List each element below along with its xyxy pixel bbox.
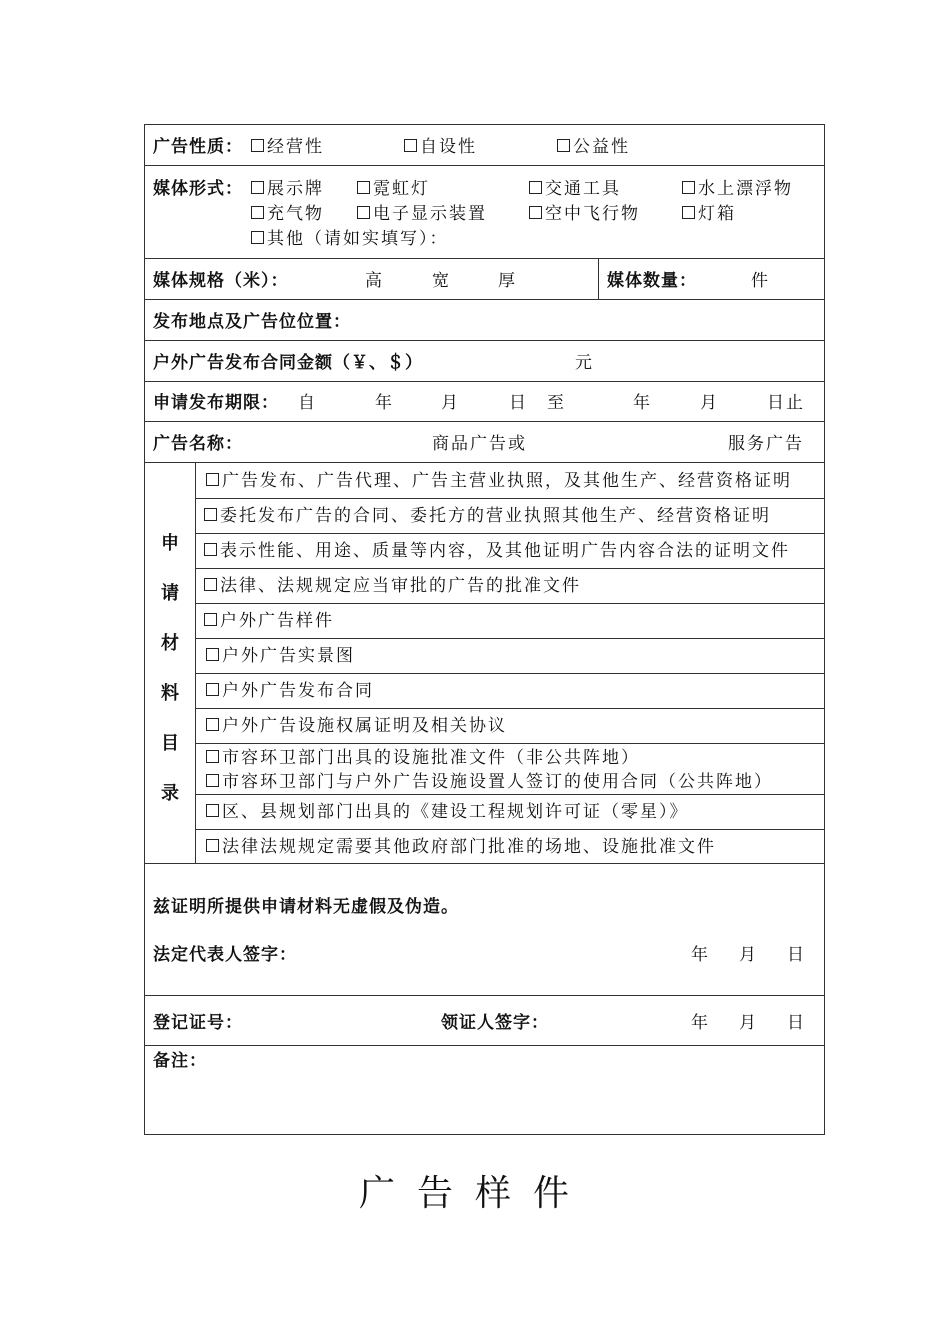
registration-day: 日 [787, 1013, 806, 1033]
checkbox-icon [206, 718, 219, 731]
media-option[interactable] [682, 204, 736, 224]
spec-thickness[interactable]: 厚 [498, 271, 517, 291]
option-label: 交通工具 [545, 179, 621, 199]
option-label: 展示牌 [267, 179, 324, 199]
option-label: 其他（请如实填写）： [267, 229, 449, 249]
remarks-row[interactable] [145, 1046, 824, 1134]
media-option[interactable] [529, 179, 621, 199]
option-label: 经营性 [267, 137, 324, 157]
contract-amount-label: 户外广告发布合同金额（￥、＄） [153, 353, 423, 373]
checkbox-icon [682, 181, 695, 194]
divider [598, 259, 599, 299]
media-option[interactable] [251, 179, 324, 199]
contract-amount-row[interactable] [145, 341, 824, 382]
page-title: 广告样件 [358, 1173, 591, 1214]
ad-name-label: 广告名称： [153, 434, 243, 454]
material-item[interactable] [196, 499, 824, 534]
period-day-end: 日止 [767, 393, 805, 413]
media-qty-label: 媒体数量： [607, 271, 697, 291]
period-label: 申请发布期限： [153, 393, 279, 413]
checkbox-icon [251, 206, 264, 219]
period-year-start: 年 [375, 393, 394, 413]
material-label: 户外广告设施权属证明及相关协议 [222, 716, 507, 736]
checkbox-icon [206, 839, 219, 852]
checkbox-icon [251, 139, 264, 152]
material-item[interactable] [196, 569, 824, 604]
declaration-statement: 兹证明所提供申请材料无虚假及伪造。 [153, 897, 459, 917]
option-label: 充气物 [267, 204, 324, 224]
material-label: 户外广告实景图 [222, 646, 355, 666]
material-item[interactable] [196, 795, 824, 830]
checkbox-icon [206, 648, 219, 661]
media-option[interactable] [357, 204, 487, 224]
checkbox-icon [529, 181, 542, 194]
material-label: 户外广告发布合同 [222, 681, 374, 701]
media-qty-unit[interactable]: 件 [751, 271, 770, 291]
registration-month: 月 [739, 1013, 758, 1033]
side-char: 录 [161, 783, 179, 804]
checkbox-icon [251, 231, 264, 244]
material-item[interactable] [196, 674, 824, 709]
media-option[interactable] [357, 179, 430, 199]
material-item-pair[interactable] [196, 744, 824, 795]
option-label: 公益性 [573, 137, 630, 157]
legal-rep-signature-label[interactable]: 法定代表人签字： [153, 945, 297, 965]
checkbox-icon [206, 683, 219, 696]
side-char: 材 [161, 633, 179, 654]
declaration-year: 年 [691, 945, 710, 965]
checkbox-icon [557, 139, 570, 152]
material-label: 户外广告样件 [220, 611, 334, 631]
period-year-end: 年 [633, 393, 652, 413]
media-form-label: 媒体形式： [153, 179, 243, 199]
option-label: 灯箱 [698, 204, 736, 224]
ad-nature-label: 广告性质： [153, 137, 243, 157]
checkbox-icon [404, 139, 417, 152]
media-spec-label: 媒体规格（米）： [153, 271, 289, 291]
registration-row [145, 996, 824, 1046]
checkbox-icon [204, 578, 217, 591]
checkbox-icon [206, 774, 219, 787]
nature-option-self[interactable] [404, 137, 477, 157]
checkbox-icon [357, 181, 370, 194]
declaration-month: 月 [739, 945, 758, 965]
registration-number-label[interactable]: 登记证号： [153, 1013, 243, 1033]
media-option[interactable] [682, 179, 793, 199]
checkbox-icon [206, 804, 219, 817]
materials-section [145, 463, 824, 864]
material-label: 广告发布、广告代理、广告主营业执照，及其他生产、经营资格证明 [222, 471, 792, 491]
contract-amount-unit: 元 [575, 353, 594, 373]
material-label: 市容环卫部门出具的设施批准文件（非公共阵地） [222, 748, 640, 768]
option-label: 空中飞行物 [545, 204, 640, 224]
material-label: 法律、法规规定应当审批的广告的批准文件 [220, 576, 581, 596]
material-item[interactable] [196, 463, 824, 499]
nature-option-public[interactable] [557, 137, 630, 157]
nature-option-commercial[interactable] [251, 137, 324, 157]
media-form-row [145, 166, 824, 259]
ad-name-service: 服务广告 [728, 434, 804, 454]
ad-nature-row [145, 125, 824, 166]
checkbox-icon [204, 508, 217, 521]
option-label: 自设性 [420, 137, 477, 157]
application-form [144, 124, 825, 1135]
remarks-label: 备注： [153, 1051, 207, 1071]
option-label: 电子显示装置 [373, 204, 487, 224]
material-item[interactable] [196, 709, 824, 744]
material-label: 区、县规划部门出具的《建设工程规划许可证（零星）》 [222, 802, 689, 822]
media-option-other[interactable] [251, 229, 449, 249]
material-label: 表示性能、用途、质量等内容，及其他证明广告内容合法的证明文件 [220, 541, 790, 561]
material-item[interactable] [196, 604, 824, 639]
checkbox-icon [357, 206, 370, 219]
checkbox-icon [204, 613, 217, 626]
spec-width[interactable]: 宽 [432, 271, 451, 291]
media-spec-row [145, 259, 824, 300]
option-label: 霓虹灯 [373, 179, 430, 199]
side-char: 申 [161, 533, 179, 554]
checkbox-icon [529, 206, 542, 219]
checkbox-icon [206, 750, 219, 763]
ad-name-goods: 商品广告或 [432, 434, 527, 454]
location-label: 发布地点及广告位位置： [153, 312, 351, 332]
checkbox-icon [204, 543, 217, 556]
media-option[interactable] [529, 204, 640, 224]
material-item[interactable] [196, 639, 824, 674]
spec-height[interactable]: 高 [365, 271, 384, 291]
side-char: 请 [161, 583, 179, 604]
material-item[interactable] [196, 534, 824, 569]
side-char: 料 [161, 683, 179, 704]
option-label: 水上漂浮物 [698, 179, 793, 199]
receiver-signature-label[interactable]: 领证人签字： [441, 1013, 549, 1033]
material-label: 市容环卫部门与户外广告设施设置人签订的使用合同（公共阵地） [222, 772, 773, 792]
declaration-row [145, 864, 824, 996]
media-option[interactable] [251, 204, 324, 224]
checkbox-icon [251, 181, 264, 194]
period-month-end: 月 [700, 393, 719, 413]
declaration-day: 日 [787, 945, 806, 965]
period-day-start: 日 [509, 393, 528, 413]
material-label: 法律法规规定需要其他政府部门批准的场地、设施批准文件 [222, 837, 716, 857]
period-month-start: 月 [441, 393, 460, 413]
ad-name-row[interactable] [145, 422, 824, 463]
period-row[interactable] [145, 382, 824, 422]
location-row[interactable] [145, 300, 824, 341]
period-to: 至 [547, 393, 566, 413]
period-from: 自 [298, 393, 317, 413]
material-label: 委托发布广告的合同、委托方的营业执照其他生产、经营资格证明 [220, 506, 771, 526]
material-item[interactable] [196, 830, 824, 864]
side-char: 目 [161, 733, 179, 754]
registration-year: 年 [691, 1013, 710, 1033]
checkbox-icon [206, 473, 219, 486]
checkbox-icon [682, 206, 695, 219]
